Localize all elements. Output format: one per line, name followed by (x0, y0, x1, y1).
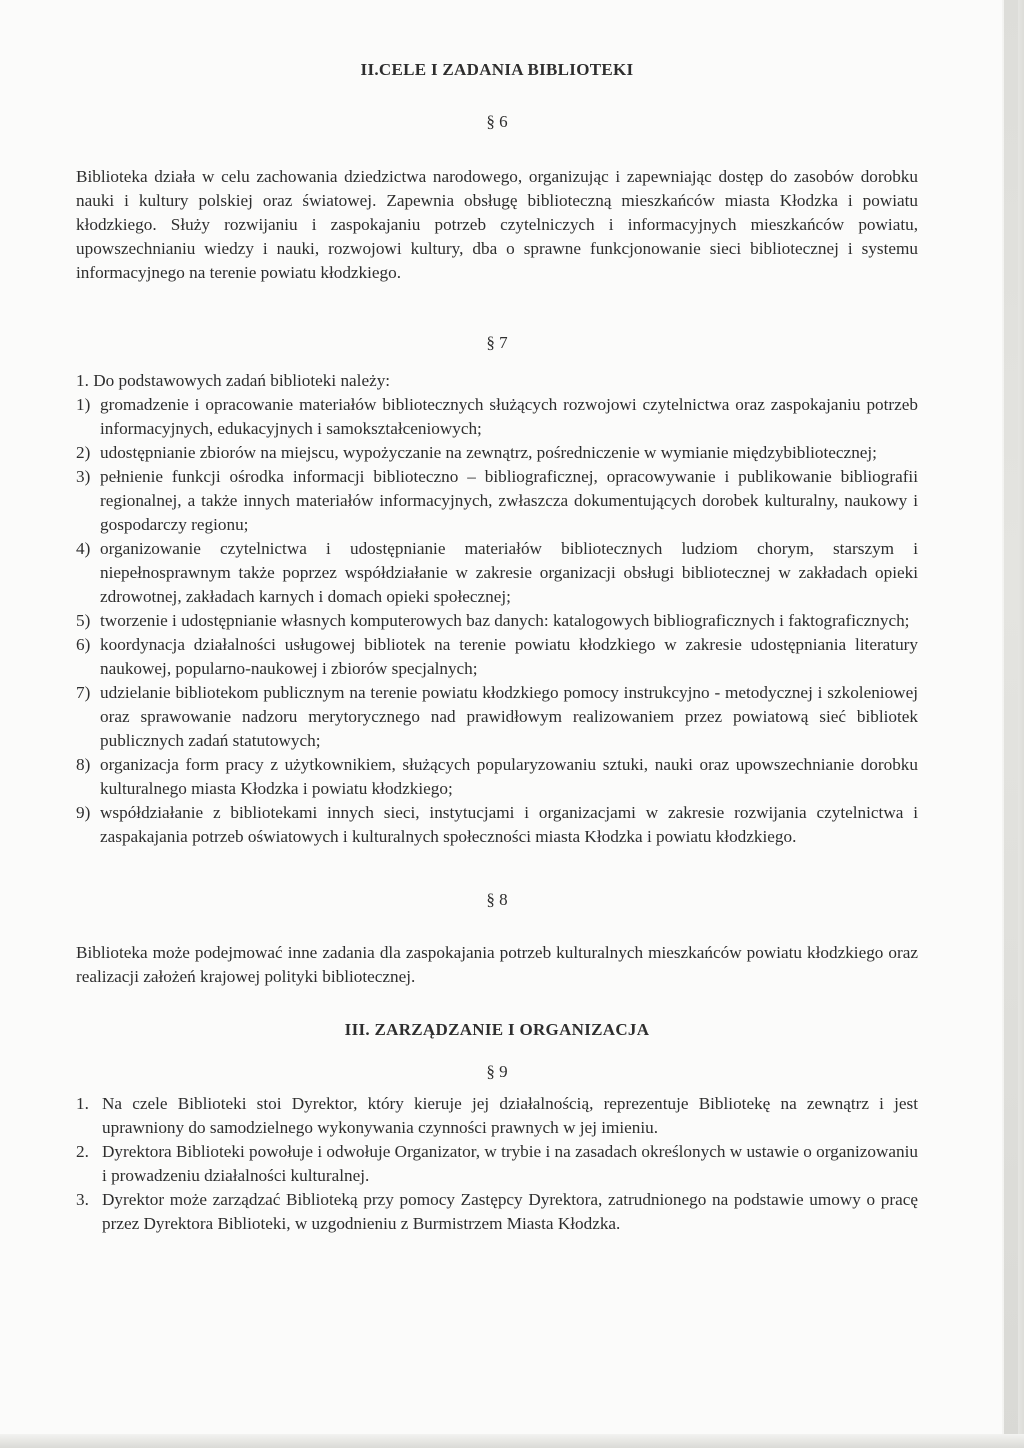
list-item-number: 2) (76, 443, 91, 462)
list-item (76, 1140, 918, 1188)
list-item (76, 393, 918, 441)
paragraph-6-text: Biblioteka działa w celu zachowania dziedzictwa narodowego, organizując i zapewniając dostęp do zasobów dorobku nauki i kultury polskiej oraz światowej. Zapewnia obsługę biblioteczną mieszkańców miasta Kłodzka i powiatu kłodzkiego. Służy rozwijaniu i zaspokajaniu potrzeb czytelniczych i informacyjnych mieszkańców powiatu, upowszechnianiu wiedzy i nauki, rozwojowi kultury, dba o sprawne funkcjonowanie sieci bibliotecznej i systemu informacyjnego na terenie powiatu kłodzkiego. (76, 167, 918, 282)
list-item (76, 753, 918, 801)
list-item-number: 1. (76, 1094, 89, 1113)
list-item-text: Dyrektora Biblioteki powołuje i odwołuje Organizator, w trybie i na zasadach określonych w ustawie o organizowaniu i prowadzeniu działalności kulturalnej. (102, 1142, 918, 1185)
paragraph-sign-7: § 7 (486, 333, 508, 352)
paragraph-9-list (76, 1092, 918, 1236)
paragraph-sign-9: § 9 (486, 1062, 508, 1081)
list-item-text: Dyrektor może zarządzać Biblioteką przy pomocy Zastępcy Dyrektora, zatrudnionego na podstawie umowy o pracę przez Dyrektora Biblioteki, w uzgodnieniu z Burmistrzem Miasta Kłodzka. (102, 1190, 918, 1233)
list-item-number: 3) (76, 467, 91, 486)
list-item (76, 681, 918, 753)
paragraph-7-intro: 1. Do podstawowych zadań biblioteki należy: (76, 371, 391, 390)
scan-edge-right (1002, 0, 1024, 1448)
list-item (76, 633, 918, 681)
list-item (76, 609, 918, 633)
list-item-number: 3. (76, 1190, 89, 1209)
section-iii-title: III. ZARZĄDZANIE I ORGANIZACJA (344, 1020, 650, 1039)
paragraph-sign-8: § 8 (486, 890, 508, 909)
list-item-number: 7) (76, 683, 91, 702)
list-item (76, 1188, 918, 1236)
list-item-number: 8) (76, 755, 91, 774)
scan-shadow-bar (1004, 0, 1018, 1448)
list-item-text: tworzenie i udostępnianie własnych komputerowych baz danych: katalogowych bibliograficznych i faktograficznych; (100, 611, 910, 630)
list-item (76, 801, 918, 849)
section-ii-title: II.CELE I ZADANIA BIBLIOTEKI (360, 60, 634, 79)
list-item-text: Na czele Biblioteki stoi Dyrektor, który kieruje jej działalnością, reprezentuje Bibliotekę na zewnątrz i jest uprawniony do samodzielnego wykonywania czynności prawnych w jej imieniu. (102, 1094, 918, 1137)
list-item-number: 4) (76, 539, 91, 558)
list-item-number: 5) (76, 611, 91, 630)
list-item (76, 465, 918, 537)
scan-edge-bottom (0, 1434, 1024, 1448)
list-item-text: organizacja form pracy z użytkownikiem, służących popularyzowaniu sztuki, nauki oraz upowszechnianie dorobku kulturalnego miasta Kłodzka i powiatu kłodzkiego; (100, 755, 918, 798)
paragraph-7-task-list (76, 393, 918, 849)
list-item-number: 9) (76, 803, 91, 822)
list-item-number: 6) (76, 635, 91, 654)
paragraph-8-text: Biblioteka może podejmować inne zadania dla zaspokajania potrzeb kulturalnych mieszkańców powiatu kłodzkiego oraz realizacji założeń krajowej polityki bibliotecznej. (76, 943, 918, 986)
list-item-text: organizowanie czytelnictwa i udostępnianie materiałów bibliotecznych ludziom chorym, starszym i niepełnosprawnym także poprzez współdziałanie w zakresie organizacji obsługi bibliotecznej w zakładach opieki zdrowotnej, zakładach karnych i domach opieki społecznej; (100, 539, 918, 606)
list-item-text: udostępnianie zbiorów na miejscu, wypożyczanie na zewnątrz, pośredniczenie w wymianie międzybibliotecznej; (100, 443, 877, 462)
list-item-number: 2. (76, 1142, 89, 1161)
list-item-text: koordynacja działalności usługowej bibliotek na terenie powiatu kłodzkiego w zakresie udostępniania literatury naukowej, popularno-naukowej i zbiorów specjalnych; (100, 635, 918, 678)
list-item (76, 441, 918, 465)
list-item-text: pełnienie funkcji ośrodka informacji biblioteczno – bibliograficznej, opracowywanie i publikowanie bibliografii regionalnej, a także innych materiałów informacyjnych, zwłaszcza dokumentujących dorobek kulturalny, naukowy i gospodarczy regionu; (100, 467, 918, 534)
paragraph-sign-6: § 6 (486, 112, 508, 131)
list-item-text: gromadzenie i opracowanie materiałów bibliotecznych służących rozwojowi czytelnictwa oraz zaspokajaniu potrzeb informacyjnych, edukacyjnych i samokształceniowych; (100, 395, 918, 438)
list-item-text: udzielanie bibliotekom publicznym na terenie powiatu kłodzkiego pomocy instrukcyjno - metodycznej i szkoleniowej oraz sprawowanie nadzoru merytorycznego nad prawidłowym realizowaniem przez powiatową sieć bibliotek publicznych zadań statutowych; (100, 683, 918, 750)
list-item (76, 537, 918, 609)
document-body (76, 58, 918, 1236)
list-item (76, 1092, 918, 1140)
list-item-number: 1) (76, 395, 91, 414)
list-item-text: współdziałanie z bibliotekami innych sieci, instytucjami i organizacjami w zakresie rozwijania czytelnictwa i zaspakajania potrzeb oświatowych i kulturalnych społeczności miasta Kłodzka i powiatu kłodzkiego. (100, 803, 918, 846)
